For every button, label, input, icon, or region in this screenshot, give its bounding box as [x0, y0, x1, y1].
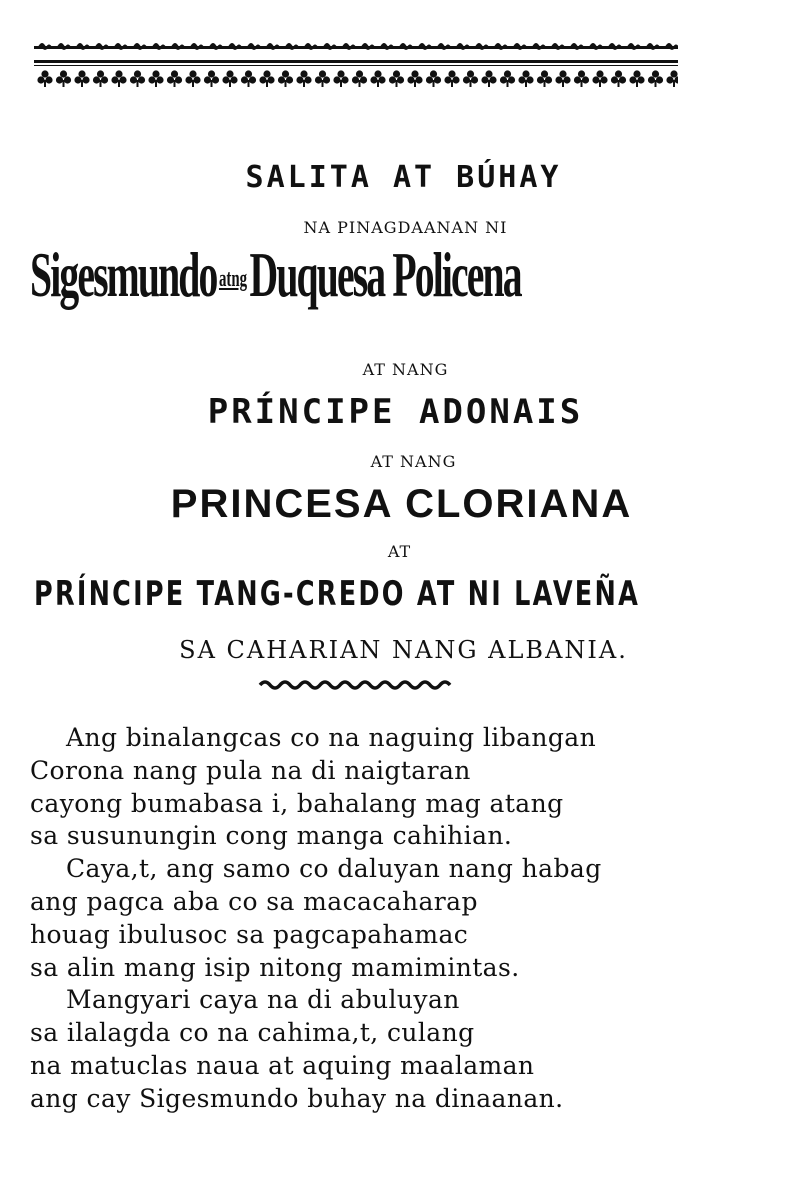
verse-line: cayong bumabasa i, bahalang mag atang: [30, 788, 564, 818]
verse-line: sa ilalagda co na cahima,t, culang: [30, 1018, 475, 1048]
ornament-trefoil: [389, 70, 404, 87]
ornamental-border-top: [34, 36, 678, 58]
ornament-trefoil: [407, 70, 422, 87]
verse-line: na matuclas naua at aquing maalaman: [30, 1050, 535, 1080]
ornament-trefoil: [444, 70, 459, 87]
ornament-trefoil: [666, 70, 678, 87]
title-line-pinagdaanan: NA PINAGDAANAN NI: [303, 218, 508, 237]
ornament-trefoil: [93, 70, 108, 87]
ornament-trefoil: [555, 70, 570, 87]
title-principe-tangcredo-text: PRÍNCIPE TANG-CREDO AT NI LAVEÑA: [34, 574, 641, 614]
verse-line: houag ibulusoc sa pagcapahamac: [30, 919, 469, 949]
ornament-trefoil: [629, 70, 644, 87]
verse-line: Ang binalangcas co na naguing libangan: [66, 723, 597, 752]
ornament-trefoil: [222, 70, 237, 87]
ornament-trefoil: [111, 70, 126, 87]
ornament-trefoil: [74, 70, 89, 87]
ornament-trefoil: [611, 70, 626, 87]
ornament-trefoil: [204, 70, 219, 87]
title-principe-adonais: PRÍNCIPE ADONAIS: [207, 392, 584, 432]
ornament-trefoil: [315, 70, 330, 87]
verse-line: ang pagca aba co sa macacaharap: [30, 886, 478, 916]
ornament-trefoil: [426, 70, 441, 87]
main-title-sigesmundo: Sigesmundo: [30, 239, 217, 310]
ornament-trefoil: [37, 70, 52, 87]
at-nang-2: AT NANG: [370, 452, 457, 471]
ornament-trefoil: [518, 70, 533, 87]
wavy-divider: [258, 678, 452, 692]
ornament-trefoil: [537, 70, 552, 87]
title-principe-tangcredo: [34, 574, 684, 614]
verse-line: sa alin mang isip nitong mamimintas.: [30, 952, 520, 982]
ornament-rule-thin: [34, 65, 678, 66]
title-line-salita: SALITA AT BÚHAY: [245, 160, 562, 195]
verse-line: sa susunungin cong manga cahihian.: [30, 821, 513, 851]
verse-line: Corona nang pula na di naigtaran: [30, 755, 471, 785]
ornament-trefoil: [333, 70, 348, 87]
ornament-trefoil: [648, 70, 663, 87]
ornament-trefoil: [167, 70, 182, 87]
verse-line: ang cay Sigesmundo buhay na dinaanan.: [30, 1083, 564, 1113]
main-title-duquesa: Duquesa Policena: [249, 239, 521, 310]
ornament-trefoil: [500, 70, 515, 87]
ornament-trefoil: [185, 70, 200, 87]
ornament-trefoil: [463, 70, 478, 87]
ornament-trefoil: [592, 70, 607, 87]
main-title: [30, 238, 690, 348]
ornament-rule: [34, 60, 678, 63]
at-nang-1: AT NANG: [362, 360, 449, 379]
verse-block: [30, 722, 710, 1116]
at-connector: AT: [387, 542, 412, 561]
ornament-trefoil: [56, 70, 71, 87]
ornament-trefoil: [259, 70, 274, 87]
ornamental-border-bottom: [34, 68, 678, 90]
title-caharian: SA CAHARIAN NANG ALBANIA.: [179, 636, 628, 664]
ornament-trefoil: [370, 70, 385, 87]
ornament-trefoil: [241, 70, 256, 87]
ornament-trefoil: [296, 70, 311, 87]
ornament-trefoil: [574, 70, 589, 87]
ornament-trefoil: [278, 70, 293, 87]
ornament-trefoil: [130, 70, 145, 87]
verse-line: Caya,t, ang samo co daluyan nang habag: [66, 854, 602, 884]
verse-line: Mangyari caya na di abuluyan: [66, 985, 460, 1015]
ornament-trefoil: [148, 70, 163, 87]
title-princesa-cloriana: PRINCESA CLORIANA: [170, 482, 633, 526]
ornament-trefoil: [481, 70, 496, 87]
main-title-connector: atng: [218, 266, 248, 292]
ornament-trefoil: [352, 70, 367, 87]
